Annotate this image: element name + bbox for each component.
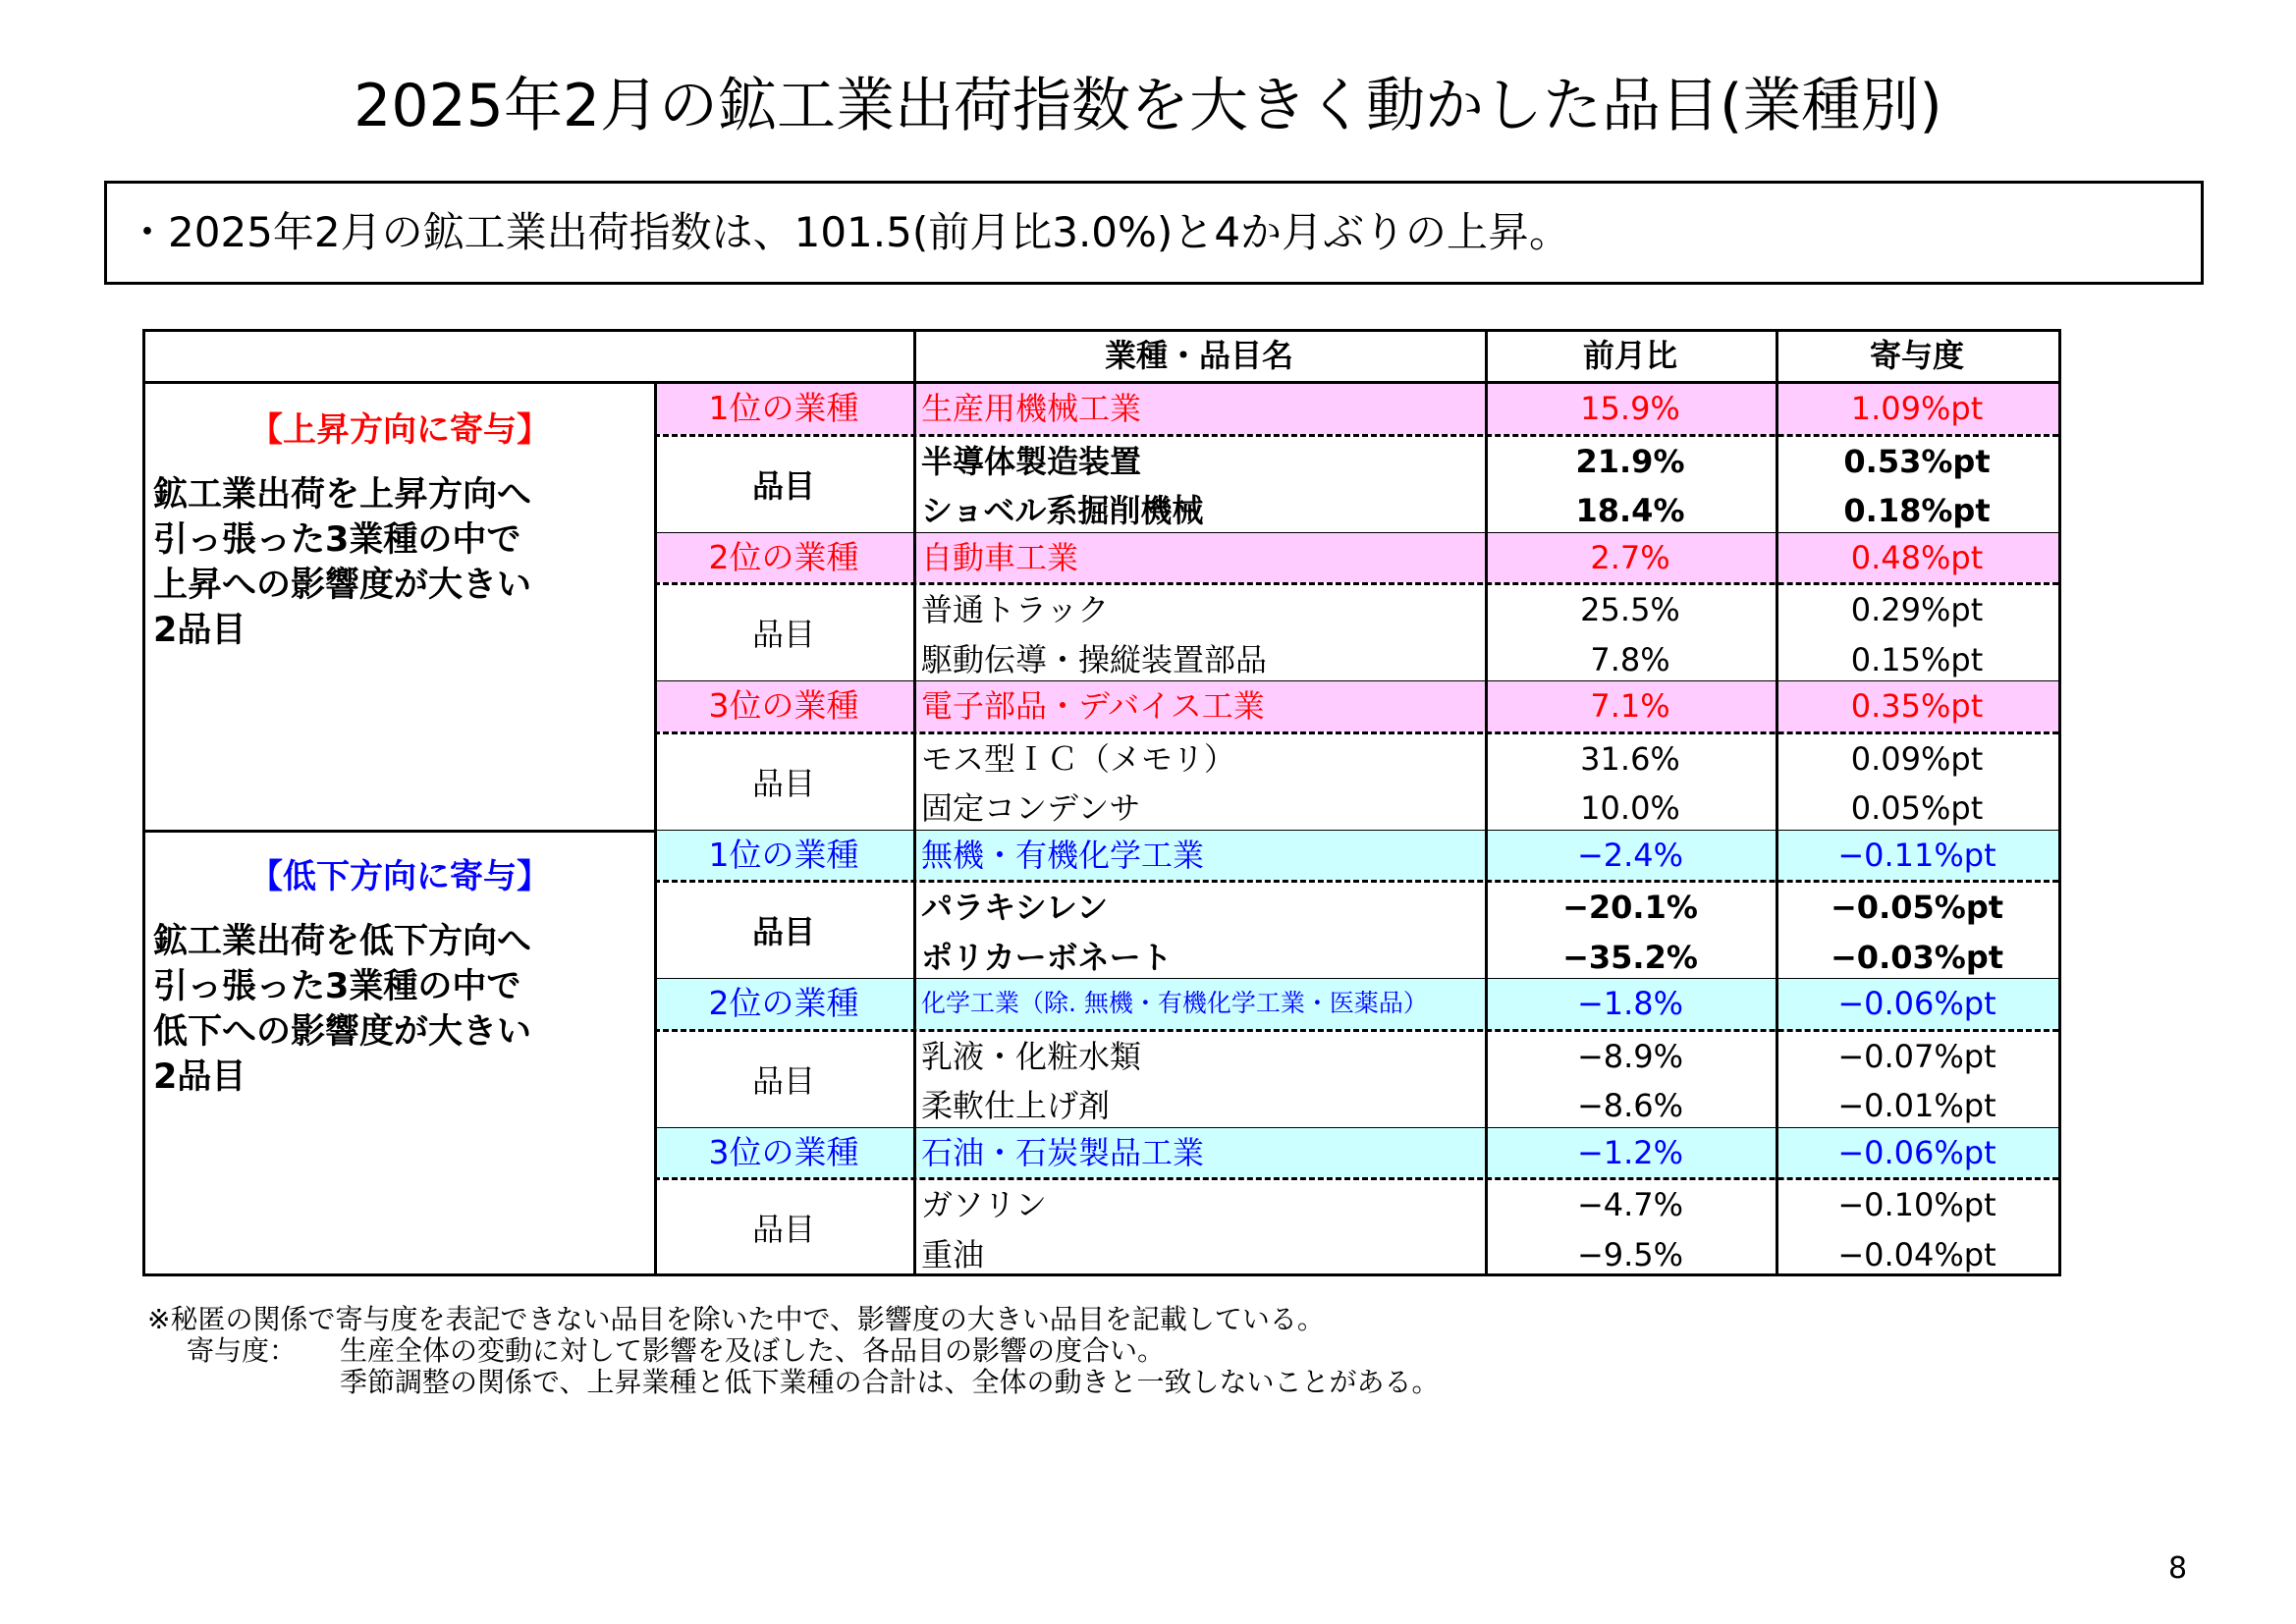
- item-name: ポリカーボネート: [921, 938, 1173, 976]
- industry-name: 自動車工業: [921, 538, 1079, 576]
- section-description: 鉱工業出荷を上昇方向へ 引っ張った3業種の中で 上昇への影響度が大きい 2品目: [153, 475, 532, 650]
- column-divider: [654, 381, 657, 1273]
- page-number: 8: [2168, 1551, 2188, 1586]
- item-mom: −8.9%: [1576, 1037, 1684, 1075]
- page-title: 2025年2月の鉱工業出荷指数を大きく動かした品目(業種別): [354, 72, 1942, 140]
- item-contrib: 0.29%pt: [1850, 591, 1984, 628]
- industry-contrib: 0.35%pt: [1850, 687, 1984, 725]
- industry-rank: 3位の業種: [708, 1132, 859, 1171]
- item-mom: 7.8%: [1590, 640, 1670, 678]
- item-contrib: 0.15%pt: [1850, 640, 1984, 678]
- industry-name: 生産用機械工業: [921, 390, 1142, 427]
- footnote-label: 寄与度：: [187, 1334, 298, 1367]
- item-contrib: 0.05%pt: [1850, 789, 1984, 827]
- item-name: 柔軟仕上げ剤: [921, 1087, 1111, 1124]
- item-mom: −9.5%: [1576, 1235, 1684, 1273]
- industry-contrib: 0.48%pt: [1850, 538, 1984, 576]
- industry-contrib: 1.09%pt: [1850, 390, 1984, 427]
- item-name: 普通トラック: [921, 591, 1110, 628]
- item-contrib: −0.01%pt: [1837, 1087, 1996, 1124]
- industry-contrib: −0.06%pt: [1837, 1133, 1996, 1171]
- column-divider: [1485, 332, 1488, 1273]
- section-heading: 【低下方向に寄与】: [249, 856, 550, 896]
- items-label: 品目: [751, 913, 815, 950]
- item-name: モス型ＩＣ（メモリ）: [921, 739, 1236, 778]
- item-contrib: −0.07%pt: [1837, 1037, 1996, 1075]
- industry-mom: −1.8%: [1576, 985, 1684, 1022]
- header-mom: 前月比: [1582, 337, 1677, 374]
- item-mom: −8.6%: [1576, 1087, 1684, 1124]
- item-mom: 25.5%: [1580, 591, 1680, 628]
- item-contrib: 0.18%pt: [1843, 492, 1991, 529]
- item-mom: 21.9%: [1575, 442, 1685, 480]
- item-contrib: −0.04%pt: [1837, 1235, 1996, 1273]
- industry-mom: −1.2%: [1576, 1133, 1684, 1171]
- summary-box: [104, 181, 2204, 285]
- contribution-table: [142, 329, 2061, 1276]
- item-mom: −4.7%: [1576, 1186, 1684, 1223]
- item-name: 乳液・化粧水類: [921, 1037, 1142, 1075]
- item-contrib: −0.03%pt: [1830, 938, 2004, 976]
- industry-rank: 2位の業種: [708, 984, 859, 1022]
- industry-contrib: −0.11%pt: [1837, 836, 1996, 874]
- item-contrib: 0.09%pt: [1850, 739, 1984, 778]
- section-heading: 【上昇方向に寄与】: [249, 410, 550, 450]
- item-name: 固定コンデンサ: [921, 789, 1141, 827]
- item-contrib: 0.53%pt: [1843, 442, 1991, 480]
- item-mom: 10.0%: [1580, 789, 1680, 827]
- footnote-line-3: 季節調整の関係で、上昇業種と低下業種の合計は、全体の動きと一致しないことがある。: [340, 1366, 1440, 1398]
- items-label: 品目: [751, 1061, 815, 1100]
- item-name: 駆動伝導・操縦装置部品: [921, 640, 1268, 678]
- industry-mom: 7.1%: [1590, 687, 1670, 725]
- industry-mom: 15.9%: [1580, 390, 1680, 427]
- item-contrib: −0.10%pt: [1837, 1186, 1996, 1223]
- header-contrib: 寄与度: [1869, 337, 1964, 374]
- industry-rank: 2位の業種: [708, 537, 859, 576]
- industry-name: 無機・有機化学工業: [921, 836, 1205, 874]
- items-label: 品目: [751, 764, 815, 802]
- industry-name: 化学工業（除. 無機・有機化学工業・医薬品）: [921, 989, 1428, 1017]
- industry-rank: 3位の業種: [708, 686, 859, 725]
- footnote-line-2: 生産全体の変動に対して影響を及ぼした、各品目の影響の度合い。: [340, 1334, 1166, 1367]
- column-divider: [913, 332, 916, 1273]
- industry-name: 石油・石炭製品工業: [921, 1133, 1205, 1171]
- item-name: ショベル系掘削機械: [921, 492, 1204, 529]
- item-mom: −20.1%: [1562, 889, 1698, 926]
- item-mom: 18.4%: [1575, 492, 1685, 529]
- item-name: 半導体製造装置: [921, 442, 1142, 480]
- item-name: パラキシレン: [921, 889, 1109, 926]
- footnote-line-1: ※秘匿の関係で寄与度を表記できない品目を除いた中で、影響度の大きい品目を記載している。: [147, 1303, 1325, 1335]
- industry-name: 電子部品・デバイス工業: [921, 687, 1265, 725]
- items-label: 品目: [751, 616, 815, 653]
- items-label: 品目: [751, 1211, 815, 1248]
- item-contrib: −0.05%pt: [1830, 889, 2004, 926]
- item-name: ガソリン: [921, 1186, 1048, 1223]
- item-name: 重油: [921, 1235, 985, 1273]
- industry-rank: 1位の業種: [708, 835, 859, 874]
- industry-mom: 2.7%: [1590, 538, 1670, 576]
- section-description: 鉱工業出荷を低下方向へ 引っ張った3業種の中で 低下への影響度が大きい 2品目: [153, 921, 532, 1097]
- industry-rank: 1位の業種: [708, 389, 859, 427]
- industry-contrib: −0.06%pt: [1837, 985, 1996, 1022]
- column-divider: [1776, 332, 1778, 1273]
- header-name: 業種・品目名: [1104, 337, 1293, 374]
- items-label: 品目: [751, 466, 815, 505]
- summary-text: ・2025年2月の鉱工業出荷指数は、101.5(前月比3.0%)と4か月ぶりの上昇。: [127, 208, 1571, 256]
- item-mom: 31.6%: [1580, 739, 1680, 778]
- industry-mom: −2.4%: [1576, 836, 1684, 874]
- item-mom: −35.2%: [1562, 938, 1698, 976]
- footnote: [147, 1304, 1439, 1398]
